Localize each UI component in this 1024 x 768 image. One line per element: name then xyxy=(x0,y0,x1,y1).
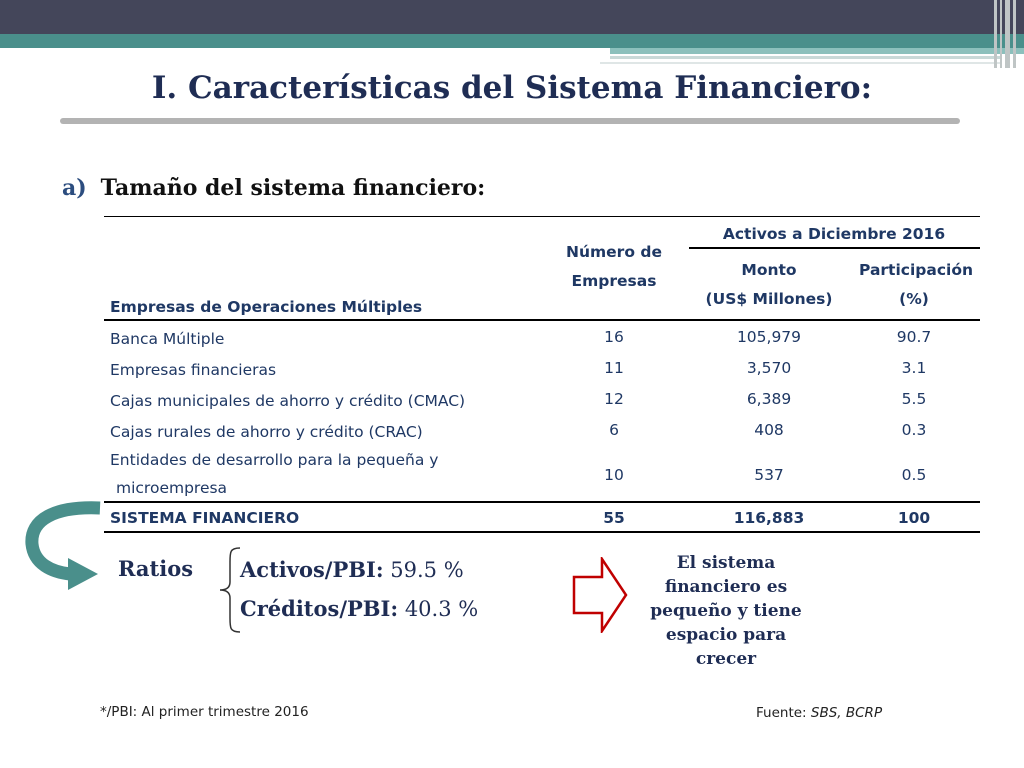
total-top-rule xyxy=(104,501,980,503)
total-count: 55 xyxy=(603,509,625,527)
note-line: financiero es xyxy=(664,577,788,597)
header-participacion xyxy=(859,256,974,314)
total-name: SISTEMA FINANCIERO xyxy=(110,509,300,527)
page-title: I. Características del Sistema Financiero: xyxy=(151,70,873,106)
ratios-label: Ratios xyxy=(118,556,194,581)
note-line: pequeño y tiene xyxy=(650,601,802,621)
header-count-line1: Número de xyxy=(566,243,662,261)
row-count: 16 xyxy=(604,328,624,346)
header-bottom-rule xyxy=(104,319,980,321)
row-monto: 6,389 xyxy=(746,390,792,408)
row-count: 6 xyxy=(609,421,619,439)
row-monto: 537 xyxy=(754,466,784,484)
header-band-teal-light xyxy=(610,48,1024,54)
row-name-line1: Entidades de desarrollo para la pequeña y xyxy=(110,451,439,469)
note-line: crecer xyxy=(695,649,757,669)
source-note xyxy=(756,705,882,721)
ratio-creditos-value: 40.3 % xyxy=(404,597,479,621)
header-band-dark xyxy=(0,0,1024,34)
table-top-rule xyxy=(104,216,980,217)
header-group-assets: Activos a Diciembre 2016 xyxy=(722,225,946,243)
ratio-creditos-name: Créditos/PBI: xyxy=(240,596,399,621)
title-underline xyxy=(60,118,960,124)
header-part-line2: (%) xyxy=(899,290,929,308)
source-value: SBS, BCRP xyxy=(810,705,883,721)
row-count: 12 xyxy=(604,390,624,408)
total-monto: 116,883 xyxy=(733,509,805,527)
header-count-line2: Empresas xyxy=(571,272,657,290)
header-band-teal xyxy=(0,34,1024,48)
note-line: espacio para xyxy=(665,625,787,645)
curved-arrow-icon xyxy=(24,498,104,590)
section-heading xyxy=(62,175,485,201)
row-name: Banca Múltiple xyxy=(110,330,225,348)
header-monto xyxy=(694,256,844,314)
row-monto: 408 xyxy=(754,421,784,439)
row-part: 3.1 xyxy=(901,359,927,377)
row-count: 11 xyxy=(604,359,624,377)
source-label: Fuente: xyxy=(756,705,807,721)
header-decoration-bars xyxy=(994,0,1018,68)
row-monto: 105,979 xyxy=(736,328,802,346)
row-name: Cajas municipales de ahorro y crédito (CMAC) xyxy=(110,392,466,410)
row-name-line2: microempresa xyxy=(116,479,228,497)
total-part: 100 xyxy=(897,509,931,527)
row-count: 10 xyxy=(604,466,624,484)
row-part: 90.7 xyxy=(896,328,932,346)
header-monto-line1: Monto xyxy=(741,261,797,279)
section-number: a) xyxy=(62,175,87,201)
header-part-line1: Participación xyxy=(859,261,974,279)
ratio-activos xyxy=(240,557,464,582)
header-band-gap xyxy=(0,48,610,54)
note-line: El sistema xyxy=(676,553,776,573)
ratio-activos-name: Activos/PBI: xyxy=(240,557,384,582)
row-name: Empresas financieras xyxy=(110,361,277,379)
header-name: Empresas de Operaciones Múltiples xyxy=(110,298,423,316)
section-heading-text: Tamaño del sistema financiero: xyxy=(100,175,486,201)
footnote: */PBI: Al primer trimestre 2016 xyxy=(100,704,309,720)
header-rule-secondary xyxy=(600,62,1000,64)
ratio-creditos xyxy=(240,596,478,621)
row-monto: 3,570 xyxy=(746,359,792,377)
table-bottom-rule xyxy=(104,531,980,533)
row-name: Cajas rurales de ahorro y crédito (CRAC) xyxy=(110,423,423,441)
header-monto-line2: (US$ Millones) xyxy=(705,290,833,308)
group-header-rule xyxy=(689,247,980,249)
row-part: 0.5 xyxy=(901,466,927,484)
row-part: 0.3 xyxy=(901,421,927,439)
conclusion-note xyxy=(628,551,824,671)
row-part: 5.5 xyxy=(901,390,927,408)
header-rule xyxy=(610,56,1000,59)
ratio-activos-value: 59.5 % xyxy=(390,558,464,582)
right-arrow-icon xyxy=(572,557,628,633)
header-count xyxy=(559,238,669,296)
